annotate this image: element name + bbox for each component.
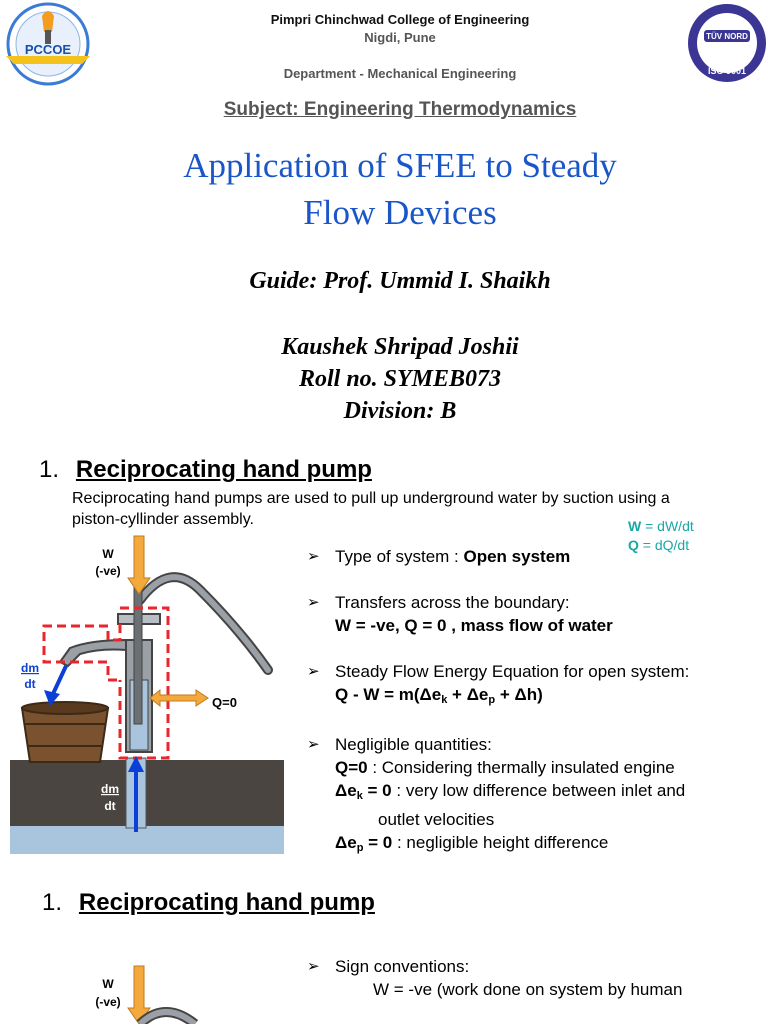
author-roll: Roll no. SYMEB073 [298, 366, 502, 392]
iso-logo [686, 2, 768, 84]
slide-title [0, 142, 768, 236]
bullet-arrow-icon: ➢ [307, 594, 320, 611]
section-number: 1. [39, 456, 60, 483]
iso-logo-cert: ISO 9001 [707, 66, 747, 76]
subject: Subject: Engineering Thermodynamics [223, 99, 577, 120]
bullet-arrow-icon: ➢ [307, 663, 320, 680]
bullet-arrow-icon: ➢ [307, 548, 320, 565]
bullet-arrow-icon: ➢ [307, 958, 320, 975]
college-location: Nigdi, Pune [364, 30, 436, 45]
section-intro: Reciprocating hand pumps are used to pull up underground water by suction using a piston-cyllinder assembly. [72, 490, 670, 528]
diagram-dm-top: dm [21, 661, 39, 675]
legend-w-symbol: W [628, 518, 642, 534]
author-block [0, 331, 768, 427]
college-name: Pimpri Chinchwad College of Engineering [270, 12, 530, 27]
diagram-q-label: Q=0 [212, 695, 237, 710]
diagram-dm-bottom: dm [101, 782, 119, 796]
legend-q-def: = dQ/dt [638, 537, 690, 553]
title-line-1: Application of SFEE to Steady [183, 146, 617, 185]
diagram-dt-top: dt [24, 677, 36, 691]
section-heading [39, 456, 372, 484]
guide-name: Guide: Prof. Ummid I. Shaikh [249, 268, 551, 294]
bullet-transfers: ➢ Transfers across the boundary: W = -ve, Q = 0 , mass flow of water [307, 593, 613, 635]
author-division: Division: B [343, 398, 457, 424]
bullet-system-type: ➢ Type of system : Open system [307, 547, 571, 566]
diagram-w-label: W [102, 547, 114, 561]
hand-pump-diagram-2 [0, 960, 300, 1024]
diagram-dt-bottom: dt [104, 799, 116, 813]
diagram-w-sign: (-ve) [95, 564, 121, 578]
bullet-arrow-icon: ➢ [307, 736, 320, 753]
author-name: Kaushek Shripad Joshii [281, 334, 519, 360]
title-line-2: Flow Devices [303, 193, 497, 232]
iso-logo-brand: TÜV NORD [706, 32, 748, 41]
section-title-2: Reciprocating hand pump [78, 889, 375, 916]
college-logo-text: PCCOE [24, 42, 72, 57]
bullet-negligible: ➢ Negligible quantities: Q=0 : Considering thermally insulated engine $\Delta e_k = 0$ : very low difference between inlet and outlet velocities $\Delta e_p = 0$ : negligible height difference [307, 735, 686, 854]
bullet-sfee: ➢ Steady Flow Energy Equation for open system: $Q - W = m(\Delta e_k + \Delta e_p + \Delta h)$ [307, 662, 690, 706]
section-title: Reciprocating hand pump [75, 456, 372, 483]
legend-q-symbol: Q [628, 537, 639, 553]
diagram2-w-sign: (-ve) [95, 995, 121, 1009]
bullet-sign-conventions: ➢ Sign conventions: W = -ve (work done on system by human [307, 957, 683, 999]
section-number-2: 1. [42, 889, 63, 916]
diagram2-w-label: W [102, 977, 114, 991]
section-heading-2 [42, 889, 375, 917]
department: Department - Mechanical Engineering [283, 66, 517, 81]
hand-pump-diagram [0, 530, 300, 860]
legend-w-def: = dW/dt [641, 518, 694, 534]
